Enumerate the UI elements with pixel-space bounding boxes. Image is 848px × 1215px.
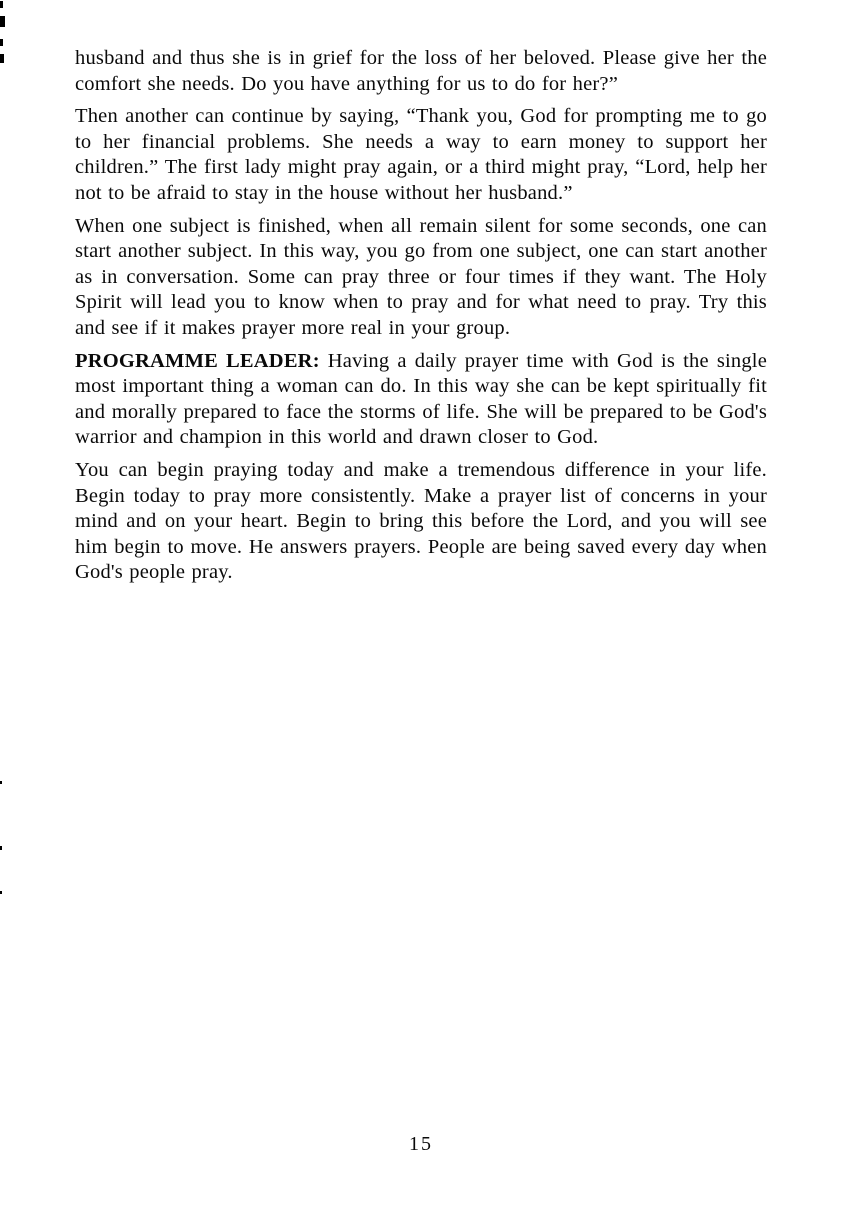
paragraph [75,349,767,451]
scan-artifact [0,54,4,63]
paragraph-text: husband and thus she is in grief for the loss of her beloved. Please give her the comfort she needs. Do you have anything for us to do for her?” [75,47,767,95]
paragraph-lead: PROGRAMME LEADER: [75,349,320,372]
scan-artifact [0,781,2,784]
body-text [75,46,767,593]
scan-artifact [0,39,3,46]
paragraph-text: Having a daily prayer time with God is the single most important thing a woman can do. In this way she can be kept spiritually fit and morally prepared to face the storms of life. She will be prepared to be God's warrior and champion in this world and drawn closer to God. [75,349,767,449]
paragraph [75,458,767,586]
paragraph-text: You can begin praying today and make a tremendous difference in your life. Begin today to pray more consistently. Make a prayer list of concerns in your mind and on your heart. Begin to bring this before the Lord, and you will see him begin to move. He answers prayers. People are being saved every day when God's people pray. [75,458,767,584]
scan-artifact [0,1,3,8]
scan-artifact [0,846,2,850]
paragraph [75,46,767,97]
scan-artifact [0,16,5,27]
scan-artifact [0,891,2,894]
paragraph [75,214,767,342]
paragraph-text: When one subject is finished, when all remain silent for some seconds, one can start another subject. In this way, you go from one subject, one can start another as in conversation. Some can pray three or four times if they want. The Holy Spirit will lead you to know when to pray and for what need to pray. Try this and see if it makes prayer more real in your group. [75,214,767,339]
paragraph-text: Then another can continue by saying, “Thank you, God for prompting me to go to her financial problems. She needs a way to earn money to support her children.” The first lady might pray again, or a third might pray, “Lord, help her not to be afraid to stay in the house without her husband.” [75,105,767,204]
page-number: 15 [409,1133,433,1155]
paragraph [75,104,767,206]
